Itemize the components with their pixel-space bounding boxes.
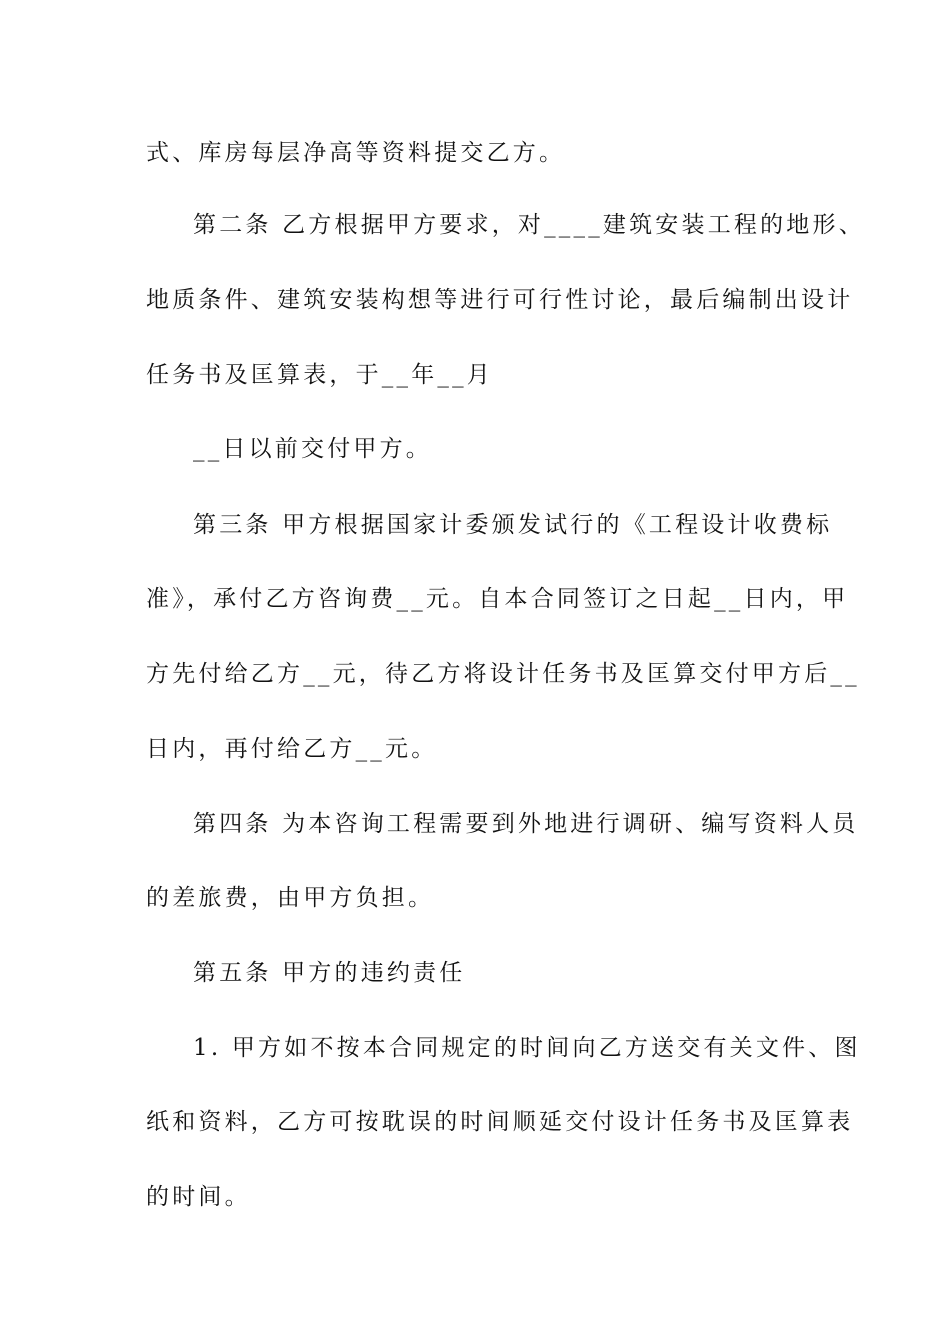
text-line: 日内，再付给乙方__元。 [146,736,438,762]
clause-3-heading-line: 第三条 甲方根据国家计委颁发试行的《工程设计收费标 [193,512,833,538]
clause-4-heading-line: 第四条 为本咨询工程需要到外地进行调研、编写资料人员 [193,811,859,837]
text-line: 的时间。 [146,1184,251,1210]
text-line: 纸和资料，乙方可按耽误的时间顺延交付设计任务书及匡算表 [146,1109,854,1135]
text-line: 任务书及匡算表，于__年__月 [146,362,493,388]
text-line: 准》，承付乙方咨询费__元。自本合同签订之日起__日内，甲 [146,586,849,612]
list-item-1-line: 1. 甲方如不按本合同规定的时间向乙方送交有关文件、图 [193,1035,861,1061]
text-line: 方先付给乙方__元，待乙方将设计任务书及匡算交付甲方后__ [146,661,860,687]
text-line: __日以前交付甲方。 [193,436,432,462]
clause-2-heading-line: 第二条 乙方根据甲方要求，对____建筑安装工程的地形、 [193,212,865,238]
text-line: 式、库房每层净高等资料提交乙方。 [146,140,566,166]
text-line: 地质条件、建筑安装构想等进行可行性讨论，最后编制出设计 [146,287,854,313]
text-line: 的差旅费，由甲方负担。 [146,885,435,911]
clause-5-heading-line: 第五条 甲方的违约责任 [193,960,466,986]
